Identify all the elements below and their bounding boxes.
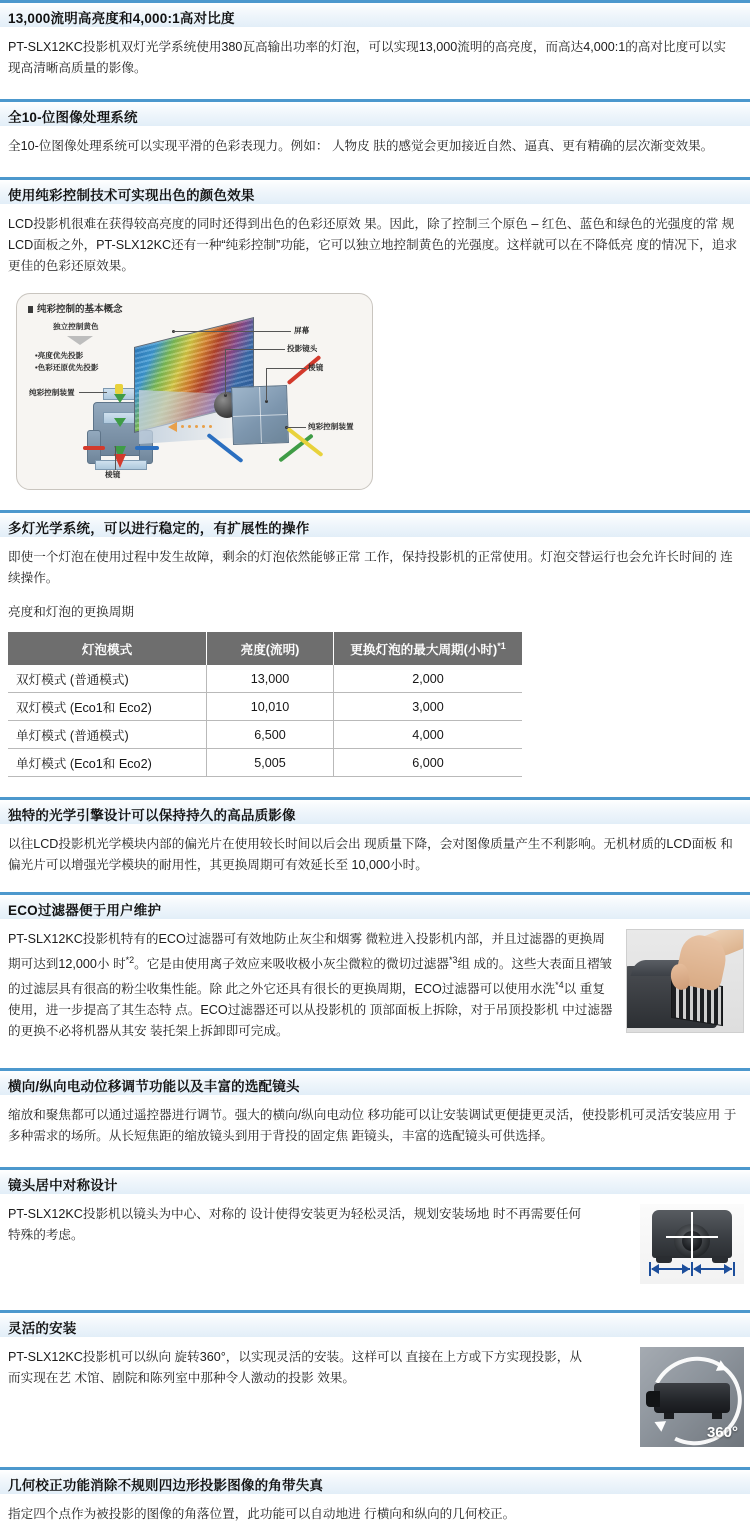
- section-title: 横向/纵向电动位移调节功能以及丰富的选配镜头: [8, 1079, 300, 1095]
- projector-foot-graphic: [712, 1413, 722, 1419]
- section-header-flexible-install: [0, 1310, 750, 1337]
- dimension-arrow: [682, 1264, 690, 1274]
- cell-mode: 单灯模式 (Eco1和 Eco2): [8, 749, 207, 777]
- section-body-eco-filter: PT-SLX12KC投影机特有的ECO过滤器可有效地防止灰尘和烟雾 微粒进入投影机内部，并且过滤器的更换周期可达到12,000小 时$^{*2}$。它是由使用离子效应来吸收极小灰尘微粒的微切过滤器$^{*3}$组 成的。这些大表面且褶皱的过滤层具有很高的粉尘收集性能。除 此之外它还具有很长的更换周期，ECO过滤器可以使用水洗$^{*4}$以 重复使用，进一步提高了其生态特 点。ECO过滤器还可以从投影机的 顶部面板上拆除，对于吊顶投影机 中过滤器的更换不必将机器从其安 装托架上拆卸即可完成。: [8, 932, 613, 1039]
- th-lamp-mode: 灯泡模式: [8, 632, 207, 665]
- projector-foot-graphic: [664, 1413, 674, 1419]
- section-body-center-lens: PT-SLX12KC投影机以镜头为中心、对称的 设计使得安装更为轻松灵活，规划安装场地 时不再需要任何特殊的考虑。: [8, 1207, 582, 1243]
- section-header-multi-lamp: [0, 510, 750, 537]
- section-header-lens-shift: [0, 1068, 750, 1095]
- leader-line: [115, 446, 116, 470]
- spacer: [0, 79, 750, 99]
- cell-cycle: 3,000: [334, 693, 523, 721]
- eco-filter-row: [0, 929, 750, 1042]
- figure-label-independent-yellow: 独立控制黄色: [53, 322, 99, 331]
- cell-mode: 双灯模式 (普通模式): [8, 665, 207, 693]
- lamp-spec-table: [8, 632, 522, 777]
- section-body-flexible-install: PT-SLX12KC投影机可以纵向 旋转360°，以实现灵活的安装。这样可以 直接在上方或下方实现投影，从而实现在艺 术馆、剧院和陈列室中那种令人激动的投影 效果。: [8, 1350, 582, 1386]
- section-title: 几何校正功能消除不规则四边形投影图像的角带失真: [8, 1478, 324, 1494]
- leader-line: [266, 368, 267, 401]
- bullet-square-icon: [28, 306, 33, 313]
- section-header-optical-engine: [0, 797, 750, 824]
- section-header-geometry: [0, 1467, 750, 1494]
- incoming-light-arrow: [168, 422, 220, 431]
- dimension-arrow: [693, 1264, 701, 1274]
- center-crosshair-horizontal: [666, 1236, 718, 1238]
- figure-label-device-left: 纯彩控制装置: [29, 388, 75, 397]
- cell-mode: 双灯模式 (Eco1和 Eco2): [8, 693, 207, 721]
- th-replacement-cycle: 更换灯泡的最大周期(小时)$^{*1}$: [334, 632, 523, 665]
- spacer: [0, 1042, 750, 1068]
- eco-filter-image-column: [626, 929, 744, 1033]
- leader-line: [225, 349, 285, 350]
- leader-line: [79, 392, 107, 393]
- spacer: [0, 157, 750, 177]
- lamp-table-caption: 亮度和灯泡的更换周期: [8, 605, 134, 619]
- projector-body-graphic: [654, 1383, 730, 1413]
- table-row: [8, 665, 522, 693]
- section-header-eco-filter: [0, 892, 750, 919]
- rotate-360-image-column: [640, 1347, 744, 1447]
- table-header-row: [8, 632, 522, 665]
- projector-foot-graphic: [712, 1256, 728, 1263]
- cell-cycle: 4,000: [334, 721, 523, 749]
- figure-label-projection-lens: 投影镜头: [287, 344, 318, 353]
- projector-foot-graphic: [656, 1256, 672, 1263]
- figure-label-prism-left: 棱镜: [105, 470, 121, 479]
- flexible-install-text-column: [8, 1347, 628, 1389]
- dimension-tick: [733, 1262, 735, 1276]
- section-header-center-lens: [0, 1167, 750, 1194]
- table-row: [8, 749, 522, 777]
- center-lens-row: [0, 1204, 750, 1284]
- section-title: 13,000流明高亮度和4,000:1高对比度: [8, 11, 235, 26]
- dimension-arrow: [651, 1264, 659, 1274]
- section-title: 多灯光学系统，可以进行稳定的，有扩展性的操作: [8, 521, 310, 536]
- leader-line: [266, 368, 306, 369]
- section-body-pure-color: LCD投影机很难在获得较高亮度的同时还得到出色的色彩还原效 果。因此，除了控制三个原色 – 红色、蓝色和绿色的光强度的常 规LCD面板之外，PT-SLX12KC还有一种“纯彩控制”功能，它可以独立地控制黄色的光强度。这样就可以在不降低亮 度的情况下，追求更佳的色彩还原效果。: [8, 217, 738, 273]
- cell-cycle: 2,000: [334, 665, 523, 693]
- figure-label-screen: 屏幕: [294, 326, 310, 335]
- figure-bullet-2: •色彩还原优先投影: [35, 363, 99, 372]
- cell-brightness: 13,000: [207, 665, 334, 693]
- th-brightness: 亮度(流明): [207, 632, 334, 665]
- spacer: [0, 777, 750, 797]
- center-lens-photo: [640, 1204, 744, 1284]
- dimension-arrow: [724, 1264, 732, 1274]
- pure-color-concept-figure: [16, 293, 373, 490]
- section-body-multi-lamp: 即使一个灯泡在使用过程中发生故障，剩余的灯泡依然能够正常 工作，保持投影机的正常使用。灯泡交替运行也会允许长时间的 连续操作。: [8, 550, 733, 585]
- section-body-optical-engine: 以往LCD投影机光学模块内部的偏光片在使用较长时间以后会出 现质量下降，会对图像质量产生不利影响。无机材质的LCD面板 和偏光片可以增强光学模块的耐用性，其更换周期可有效延长至 10,000小时。: [8, 837, 733, 872]
- section-header-brightness: [0, 0, 750, 27]
- flexible-install-row: [0, 1347, 750, 1447]
- cell-mode: 单灯模式 (普通模式): [8, 721, 207, 749]
- lamp-table-wrapper: [0, 632, 750, 777]
- spacer: [0, 1447, 750, 1467]
- prism-cube-graphic: [231, 385, 289, 445]
- spacer: [0, 1284, 750, 1310]
- leader-line: [286, 427, 306, 428]
- spacer: [0, 1147, 750, 1167]
- section-title: ECO过滤器便于用户维护: [8, 903, 162, 918]
- section-header-ten-bit: [0, 99, 750, 126]
- eco-filter-photo: [626, 929, 744, 1033]
- section-title: 全10-位图像处理系统: [8, 110, 138, 125]
- table-body: [8, 665, 522, 777]
- figure-title: 纯彩控制的基本概念: [28, 301, 123, 315]
- footnote-marker: *1: [497, 640, 506, 651]
- section-title: 灵活的安装: [8, 1321, 77, 1337]
- center-lens-image-column: [640, 1204, 744, 1284]
- table-head: [8, 632, 522, 665]
- section-body-ten-bit: 全10-位图像处理系统可以实现平滑的色彩表现力。例如： 人物皮 肤的感觉会更加接近自然、逼真、更有精确的层次渐变效果。: [8, 139, 714, 153]
- section-body-brightness: PT-SLX12KC投影机双灯光学系统使用380瓦高输出功率的灯泡，可以实现13,000流明的高亮度，而高达4,000:1的高对比度可以实 现高清晰高质量的影像。: [8, 40, 726, 75]
- table-row: [8, 693, 522, 721]
- eco-filter-text-column: [8, 929, 614, 1042]
- spacer: [0, 490, 750, 510]
- cell-brightness: 10,010: [207, 693, 334, 721]
- section-header-pure-color: [0, 177, 750, 204]
- spacer: [0, 876, 750, 892]
- rotation-angle-label: 360°: [706, 1424, 738, 1442]
- figure-label-prism-right: 棱镜: [308, 363, 324, 372]
- cell-brightness: 5,005: [207, 749, 334, 777]
- section-title: 镜头居中对称设计: [8, 1178, 118, 1194]
- figure-label-device-right: 纯彩控制装置: [308, 422, 354, 431]
- center-lens-text-column: [8, 1204, 628, 1246]
- cell-brightness: 6,500: [207, 721, 334, 749]
- down-arrow-icon: [67, 336, 93, 345]
- section-title: 使用纯彩控制技术可实现出色的颜色效果: [8, 188, 255, 203]
- leader-line: [225, 349, 226, 395]
- figure-bullet-1: •亮度优先投影: [35, 351, 84, 360]
- table-row: [8, 721, 522, 749]
- rotate-360-photo: [640, 1347, 744, 1447]
- section-body-geometry: 指定四个点作为被投影的图像的角落位置，此功能可以自动地进 行横向和纵向的几何校正。: [8, 1507, 516, 1522]
- cell-cycle: 6,000: [334, 749, 523, 777]
- section-title: 独特的光学引擎设计可以保持持久的高品质影像: [8, 808, 296, 823]
- leader-line: [173, 331, 291, 332]
- section-body-lens-shift: 缩放和聚焦都可以通过遥控器进行调节。强大的横向/纵向电动位 移功能可以让安装调试更便捷更灵活，使投影机可灵活安装应用 于多种需求的场所。从长短焦距的缩放镜头到用于背投的固定焦 距镜头，丰富的选配镜头可供选择。: [8, 1108, 737, 1144]
